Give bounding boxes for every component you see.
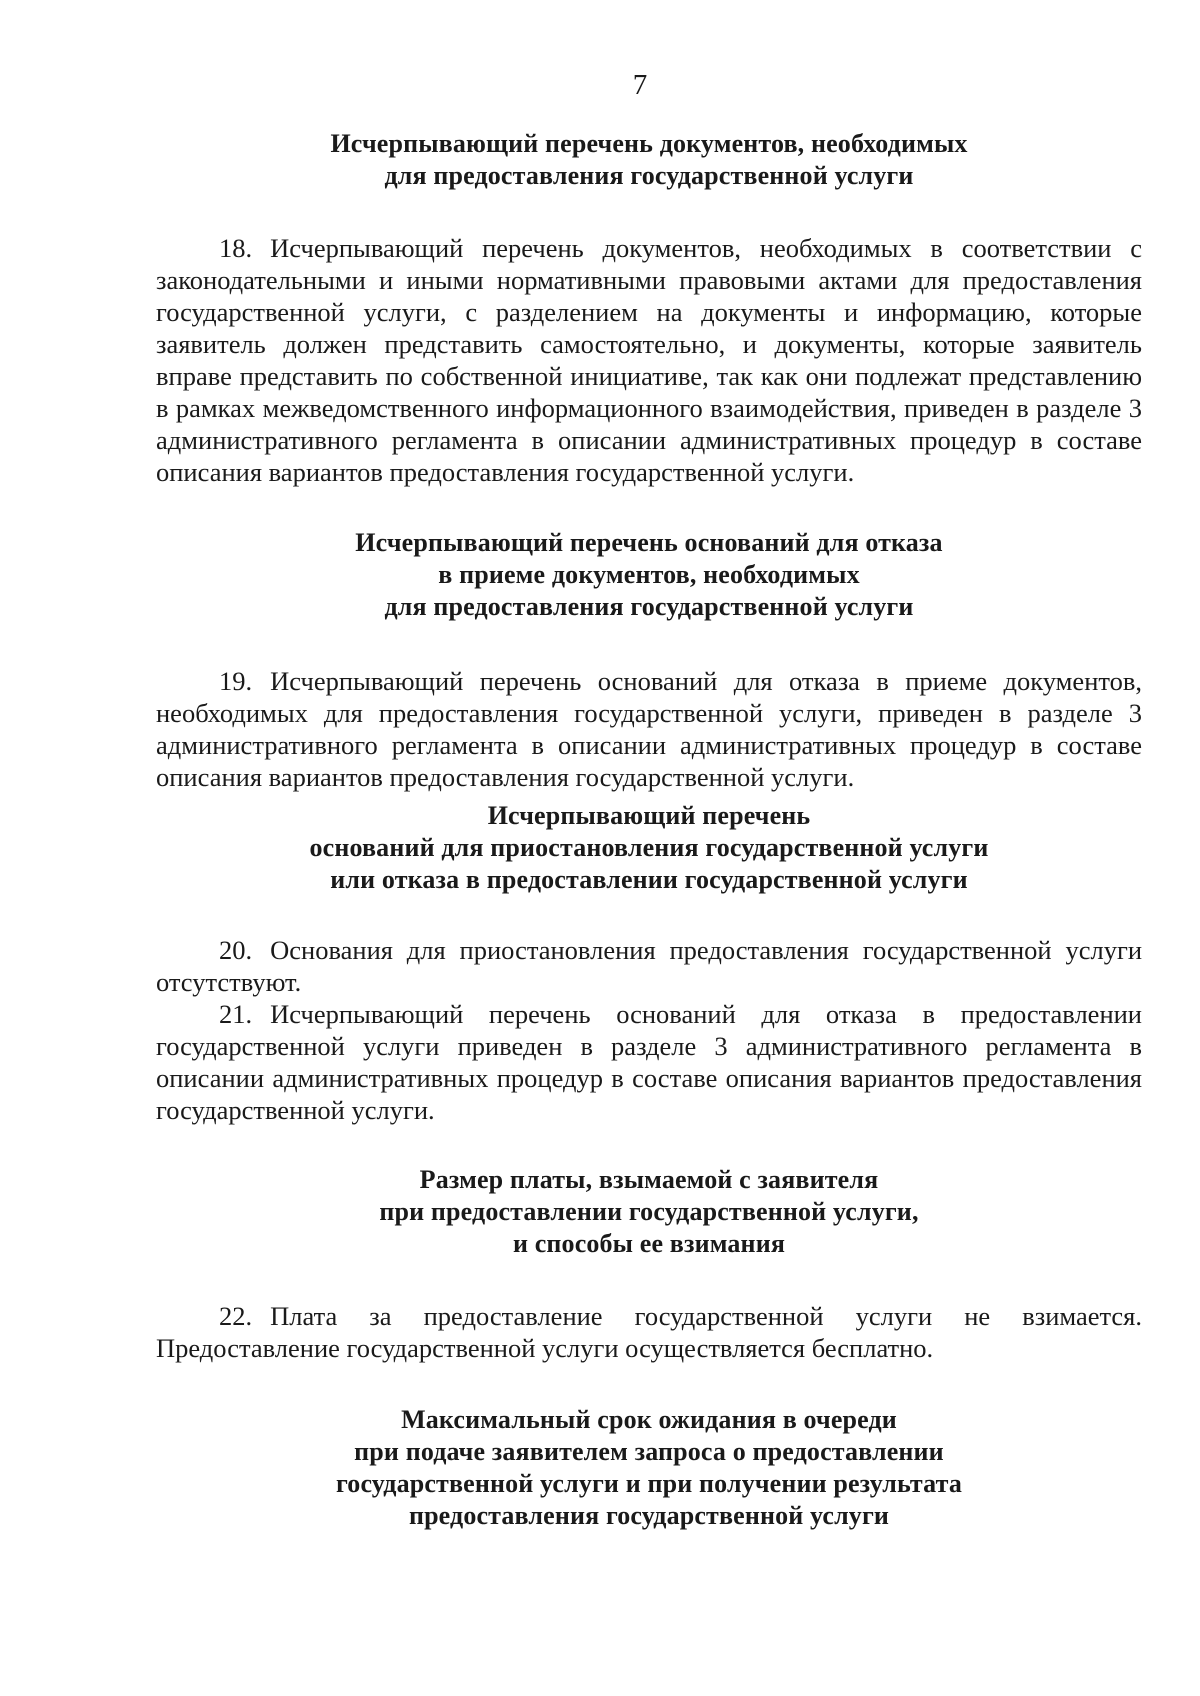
heading-line: для предоставления государственной услуги	[384, 161, 914, 190]
paragraph-text: Основания для приостановления предоставления государственной услуги отсутствуют.	[156, 935, 1142, 997]
heading-line: в приеме документов, необходимых	[438, 560, 860, 589]
paragraph-text: Исчерпывающий перечень документов, необходимых в соответствии с законодательными и иными нормативными правовыми актами для предоставления государственной услуги, с разделением на документы и информацию, которые заявитель должен представить самостоятельно, и документы, которые заявитель вправе представить по собственной инициативе, так как они подлежат представлению в рамках межведомственного информационного взаимодействия, приведен в разделе 3 административного регламента в описании административных процедур в составе описания вариантов предоставления государственной услуги.	[156, 233, 1142, 487]
paragraph-18	[156, 232, 1142, 488]
heading-fee	[156, 1164, 1142, 1260]
paragraph-number: 19.	[219, 666, 253, 696]
paragraph-text: Исчерпывающий перечень оснований для отказа в приеме документов, необходимых для предоставления государственной услуги, приведен в разделе 3 административного регламента в описании административных процедур в составе описания вариантов предоставления государственной услуги.	[156, 666, 1142, 792]
paragraph-number: 18.	[219, 233, 253, 263]
paragraph-number: 22.	[219, 1301, 253, 1331]
heading-line: оснований для приостановления государственной услуги	[309, 833, 989, 862]
heading-line: Максимальный срок ожидания в очереди	[401, 1405, 897, 1434]
heading-line: при подаче заявителем запроса о предоставлении	[354, 1437, 944, 1466]
heading-refusal-reception	[156, 527, 1142, 623]
heading-line: Исчерпывающий перечень документов, необходимых	[330, 129, 968, 158]
heading-line: и способы ее взимания	[512, 1229, 786, 1258]
heading-line: Исчерпывающий перечень	[487, 801, 811, 830]
paragraph-21	[156, 998, 1142, 1126]
paragraph-text: Плата за предоставление государственной услуги не взимается. Предоставление государственной услуги осуществляется бесплатно.	[156, 1301, 1142, 1363]
heading-line: предоставления государственной услуги	[408, 1501, 890, 1530]
heading-line: или отказа в предоставлении государственной услуги	[330, 865, 968, 894]
heading-line: Размер платы, взымаемой с заявителя	[419, 1165, 879, 1194]
heading-line: государственной услуги и при получении результата	[335, 1469, 962, 1498]
paragraph-text: Исчерпывающий перечень оснований для отказа в предоставлении государственной услуги приведен в разделе 3 административного регламента в описании административных процедур в составе описания вариантов предоставления государственной услуги.	[156, 999, 1142, 1125]
paragraph-22	[156, 1300, 1142, 1364]
paragraph-number: 21.	[219, 999, 253, 1029]
heading-suspension-refusal	[156, 800, 1142, 896]
paragraph-20	[156, 934, 1142, 998]
paragraph-19	[156, 665, 1142, 793]
heading-line: для предоставления государственной услуги	[384, 592, 914, 621]
heading-line: при предоставлении государственной услуги,	[379, 1197, 919, 1226]
heading-waiting-time	[156, 1404, 1142, 1532]
page-number: 7	[632, 69, 648, 101]
heading-line: Исчерпывающий перечень оснований для отказа	[355, 528, 943, 557]
paragraph-number: 20.	[219, 935, 253, 965]
document-body	[156, 128, 1142, 1532]
heading-documents-list	[156, 128, 1142, 192]
